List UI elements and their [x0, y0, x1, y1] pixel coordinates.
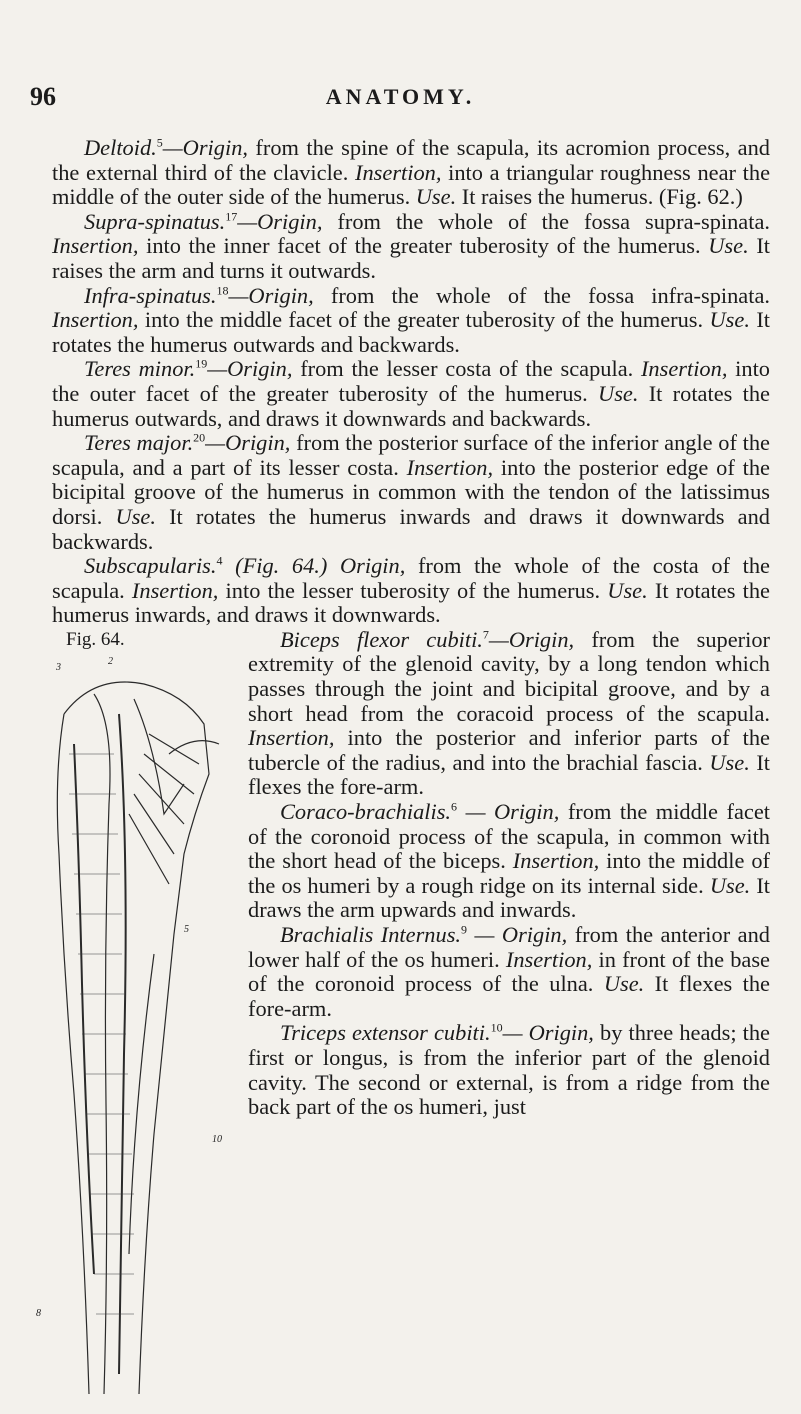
- figure-mark: 10: [212, 1133, 222, 1145]
- use-text: It raises the arm and turns it outwards.: [52, 233, 770, 283]
- origin-text: from the anterior and lower half of the os humeri.: [248, 922, 770, 972]
- muscle-name: Infra-spinatus.: [84, 282, 217, 308]
- origin-text: from the spine of the scapula, its acromion process, and the external third of the clavicle.: [52, 135, 770, 185]
- origin-label: —Origin,: [237, 208, 323, 234]
- use-label: Use.: [709, 749, 750, 775]
- origin-text: from the posterior surface of the inferior angle of the scapula, and a part of its lesser costa.: [52, 430, 770, 480]
- insertion-label: Insertion,: [248, 725, 335, 751]
- use-label: Use.: [598, 380, 639, 406]
- figure-mark: 5: [184, 923, 189, 935]
- insertion-label: Insertion,: [131, 577, 219, 603]
- use-text: It rotates the humerus outwards, and draws it downwards and backwards.: [52, 380, 770, 431]
- footnote-ref: 9: [461, 922, 468, 937]
- insertion-text: into the posterior edge of the bicipital groove of the humerus in common with the tendon of the latissimus dorsi.: [52, 454, 770, 529]
- figure-mark: 8: [36, 1307, 41, 1319]
- muscle-name: Supra-spinatus.: [84, 208, 226, 234]
- origin-label: —Origin,: [488, 626, 575, 652]
- use-text: It draws the arm upwards and inwards.: [248, 872, 770, 923]
- insertion-label: Insertion,: [52, 307, 139, 333]
- muscle-name: Subscapularis.: [84, 553, 217, 579]
- insertion-label: Insertion,: [355, 159, 442, 185]
- muscle-name: Deltoid.: [84, 135, 157, 160]
- origin-label: — Origin,: [457, 799, 560, 825]
- origin-text: from the whole of the costa of the scapula.: [52, 553, 770, 603]
- use-text: It rotates the humerus outwards and backwards.: [52, 307, 770, 357]
- use-text: It flexes the fore-arm.: [248, 971, 770, 1021]
- footnote-ref: 5: [156, 135, 163, 150]
- footnote-ref: 17: [225, 209, 238, 224]
- running-title: ANATOMY.: [325, 84, 476, 109]
- muscle-paragraph: [52, 210, 770, 284]
- insertion-label: Insertion,: [406, 454, 494, 480]
- muscle-name: Teres minor.: [84, 356, 196, 382]
- origin-text: from the superior extremity of the glenoid cavity, by a long tendon which passes through the joint and bicipital groove, and by a short head from the coracoid process of the scapula.: [248, 626, 770, 726]
- use-label: Use.: [607, 577, 648, 603]
- insertion-text: into the inner facet of the greater tuberosity of the humerus.: [138, 233, 709, 259]
- muscle-name: Teres major.: [84, 430, 194, 456]
- origin-text: from the lesser costa of the scapula.: [292, 356, 641, 382]
- muscle-name: Triceps extensor cubiti.: [280, 1020, 491, 1046]
- insertion-text: into the posterior and inferior parts of the tubercle of the radius, and into the brachial fascia.: [248, 725, 770, 775]
- insertion-text: in front of the base of the coronoid process of the ulna.: [248, 946, 770, 997]
- footnote-ref: 19: [195, 356, 208, 371]
- origin-label: —Origin,: [205, 430, 291, 456]
- footnote-ref: 6: [451, 799, 458, 814]
- insertion-text: into a triangular roughness near the middle of the outer side of the humerus.: [52, 159, 771, 210]
- muscle-paragraph: [52, 284, 770, 358]
- use-label: Use.: [115, 503, 156, 529]
- arm-muscle-illustration: [34, 654, 234, 1414]
- origin-label: — Origin,: [467, 922, 568, 947]
- origin-text: from the middle facet of the coronoid process of the scapula, in common with the short head of the biceps.: [248, 799, 770, 874]
- use-text: It rotates the humerus inwards and draws it downwards and backwards.: [52, 503, 770, 554]
- figure-64: [34, 628, 234, 1413]
- origin-label: —Origin,: [162, 135, 248, 160]
- muscle-name: Brachialis Internus.: [280, 922, 462, 947]
- muscle-paragraph: [52, 431, 770, 554]
- muscle-paragraph: [52, 554, 770, 628]
- page-header: [30, 82, 771, 116]
- insertion-text: into the middle of the os humeri by a rough ridge on its internal side.: [248, 848, 770, 898]
- footnote-ref: 10: [490, 1020, 503, 1035]
- insertion-label: Insertion,: [512, 848, 600, 874]
- use-text: It flexes the fore-arm.: [248, 749, 770, 800]
- use-label: Use.: [603, 971, 645, 997]
- origin-text: from the whole of the fossa infra-spinata.: [313, 282, 770, 308]
- use-label: Use.: [709, 307, 750, 333]
- origin-label: — Origin,: [502, 1020, 594, 1046]
- insertion-text: into the lesser tuberosity of the humerus.: [218, 577, 608, 603]
- use-label: Use.: [709, 872, 751, 898]
- figure-mark: 3: [56, 661, 61, 673]
- muscle-name: Biceps flexor cubiti.: [280, 626, 483, 652]
- muscle-paragraph: [52, 136, 770, 210]
- footnote-ref: 20: [193, 430, 206, 445]
- muscle-paragraph: [52, 357, 770, 431]
- use-text: It rotates the humerus inwards, and draws it downwards.: [52, 577, 770, 628]
- origin-text: by three heads; the first or longus, is from the inferior part of the glenoid cavity. The second or external, is from a ridge from the back part of the os humeri, just: [248, 1020, 770, 1120]
- origin-label: —Origin,: [207, 356, 293, 382]
- page-number: 96: [30, 82, 56, 111]
- use-label: Use.: [415, 184, 457, 210]
- footnote-ref: 18: [216, 283, 229, 298]
- insertion-label: Insertion,: [505, 946, 593, 972]
- body-text: [36, 135, 771, 1413]
- figure-label: Fig. 64.: [66, 628, 125, 650]
- insertion-text: into the outer facet of the greater tuberosity of the humerus.: [52, 356, 770, 406]
- use-text: It raises the humerus. (Fig. 62.): [456, 184, 743, 210]
- use-label: Use.: [708, 233, 749, 259]
- origin-label: —Origin,: [228, 282, 314, 308]
- insertion-label: Insertion,: [52, 233, 139, 259]
- footnote-ref: 7: [482, 627, 489, 642]
- origin-text: from the whole of the fossa supra-spinata.: [322, 208, 770, 234]
- insertion-text: into the middle facet of the greater tuberosity of the humerus.: [138, 307, 710, 333]
- muscle-name: Coraco-brachialis.: [280, 799, 452, 825]
- footnote-ref: 4: [216, 553, 223, 568]
- insertion-label: Insertion,: [640, 356, 728, 382]
- figure-mark: 2: [108, 655, 113, 667]
- origin-label: (Fig. 64.) Origin,: [222, 553, 406, 579]
